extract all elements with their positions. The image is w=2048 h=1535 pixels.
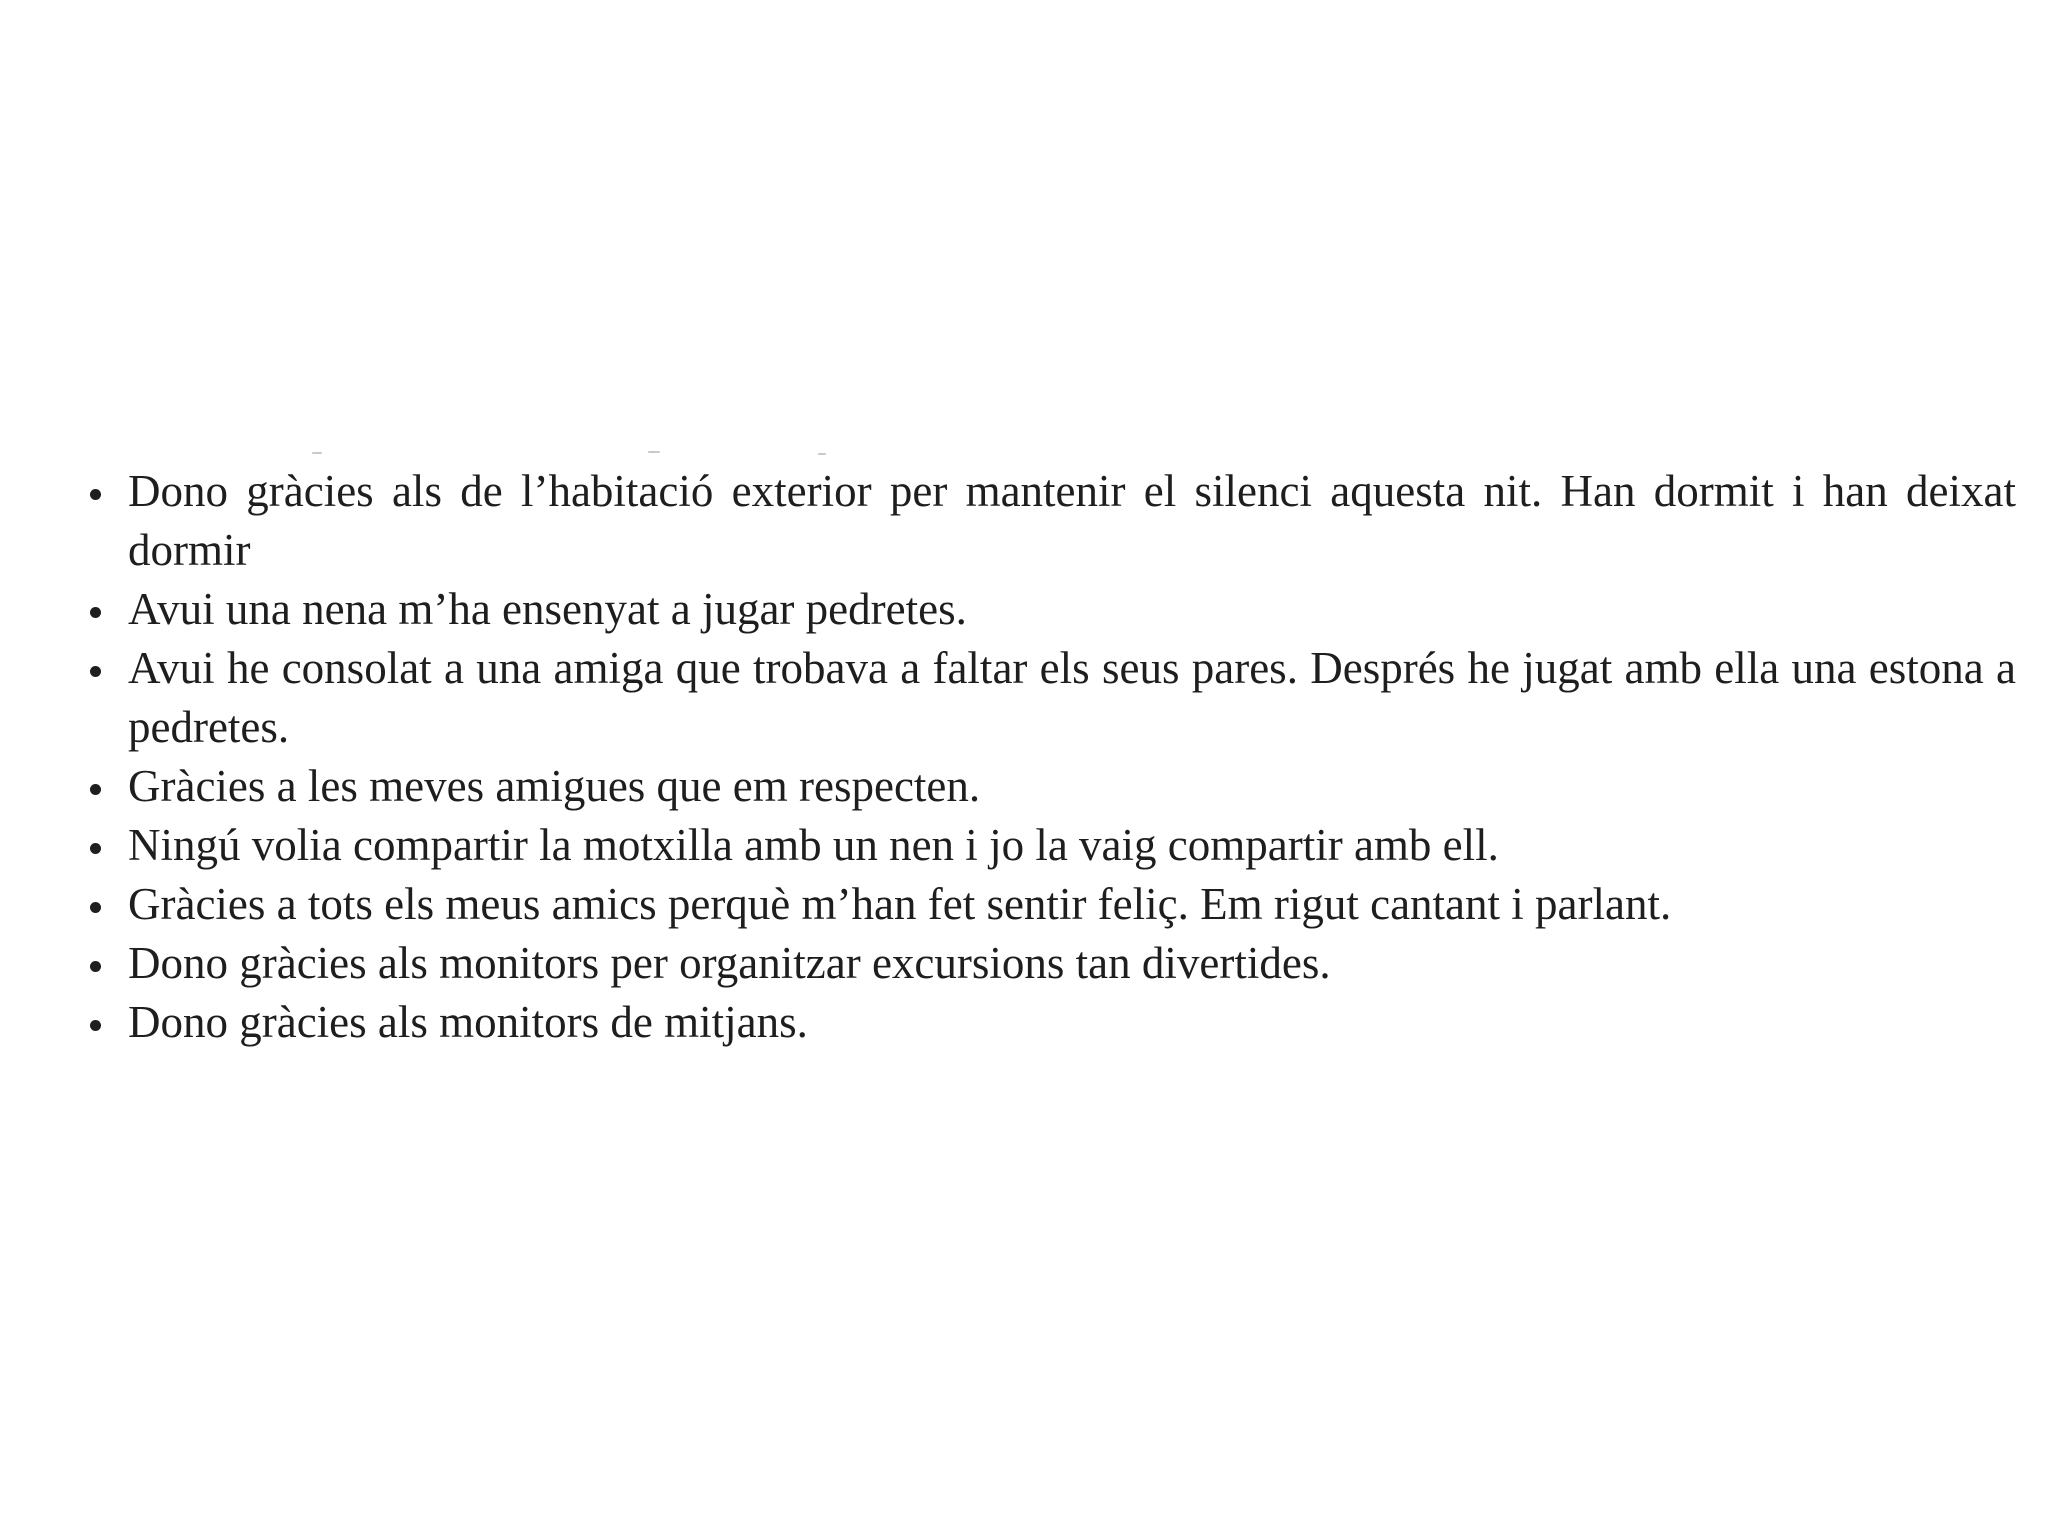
bullet-icon: [90, 607, 101, 618]
speck: [648, 451, 660, 453]
list-item: [84, 934, 2016, 993]
list-item-text: Ningú volia compartir la motxilla amb un nen i jo la vaig compartir amb ell.: [128, 820, 1499, 870]
gratitude-list: [84, 462, 2016, 1052]
bullet-icon: [90, 489, 101, 500]
list-item: [84, 993, 2016, 1052]
speck: [312, 452, 322, 454]
list-item: [84, 816, 2016, 875]
list-item-text: Dono gràcies als monitors de mitjans.: [128, 997, 808, 1047]
list-item: [84, 875, 2016, 934]
speck: [818, 453, 826, 455]
list-item-text: Avui una nena m’ha ensenyat a jugar pedretes.: [128, 584, 967, 634]
bullet-icon: [90, 784, 101, 795]
list-item: [84, 757, 2016, 816]
list-item-text: Gràcies a les meves amigues que em respecten.: [128, 761, 981, 811]
bullet-icon: [90, 666, 101, 677]
list-item-text: Gràcies a tots els meus amics perquè m’han fet sentir feliç. Em rigut cantant i parlant.: [128, 879, 1672, 929]
list-item-text: Dono gràcies als monitors per organitzar excursions tan divertides.: [128, 938, 1331, 988]
bullet-icon: [90, 1020, 101, 1031]
bullet-icon: [90, 843, 101, 854]
list-item-text: Dono gràcies als de l’habitació exterior per mantenir el silenci aquesta nit. Han dormit i han deixat dormir: [128, 466, 2016, 575]
bullet-icon: [90, 961, 101, 972]
list-item-text: Avui he consolat a una amiga que trobava a faltar els seus pares. Després he jugat amb ella una estona a pedretes.: [128, 643, 2016, 752]
list-item: [84, 462, 2016, 580]
list-item: [84, 639, 2016, 757]
bullet-icon: [90, 902, 101, 913]
list-item: [84, 580, 2016, 639]
cropped-text-remnant: [0, 448, 2048, 458]
